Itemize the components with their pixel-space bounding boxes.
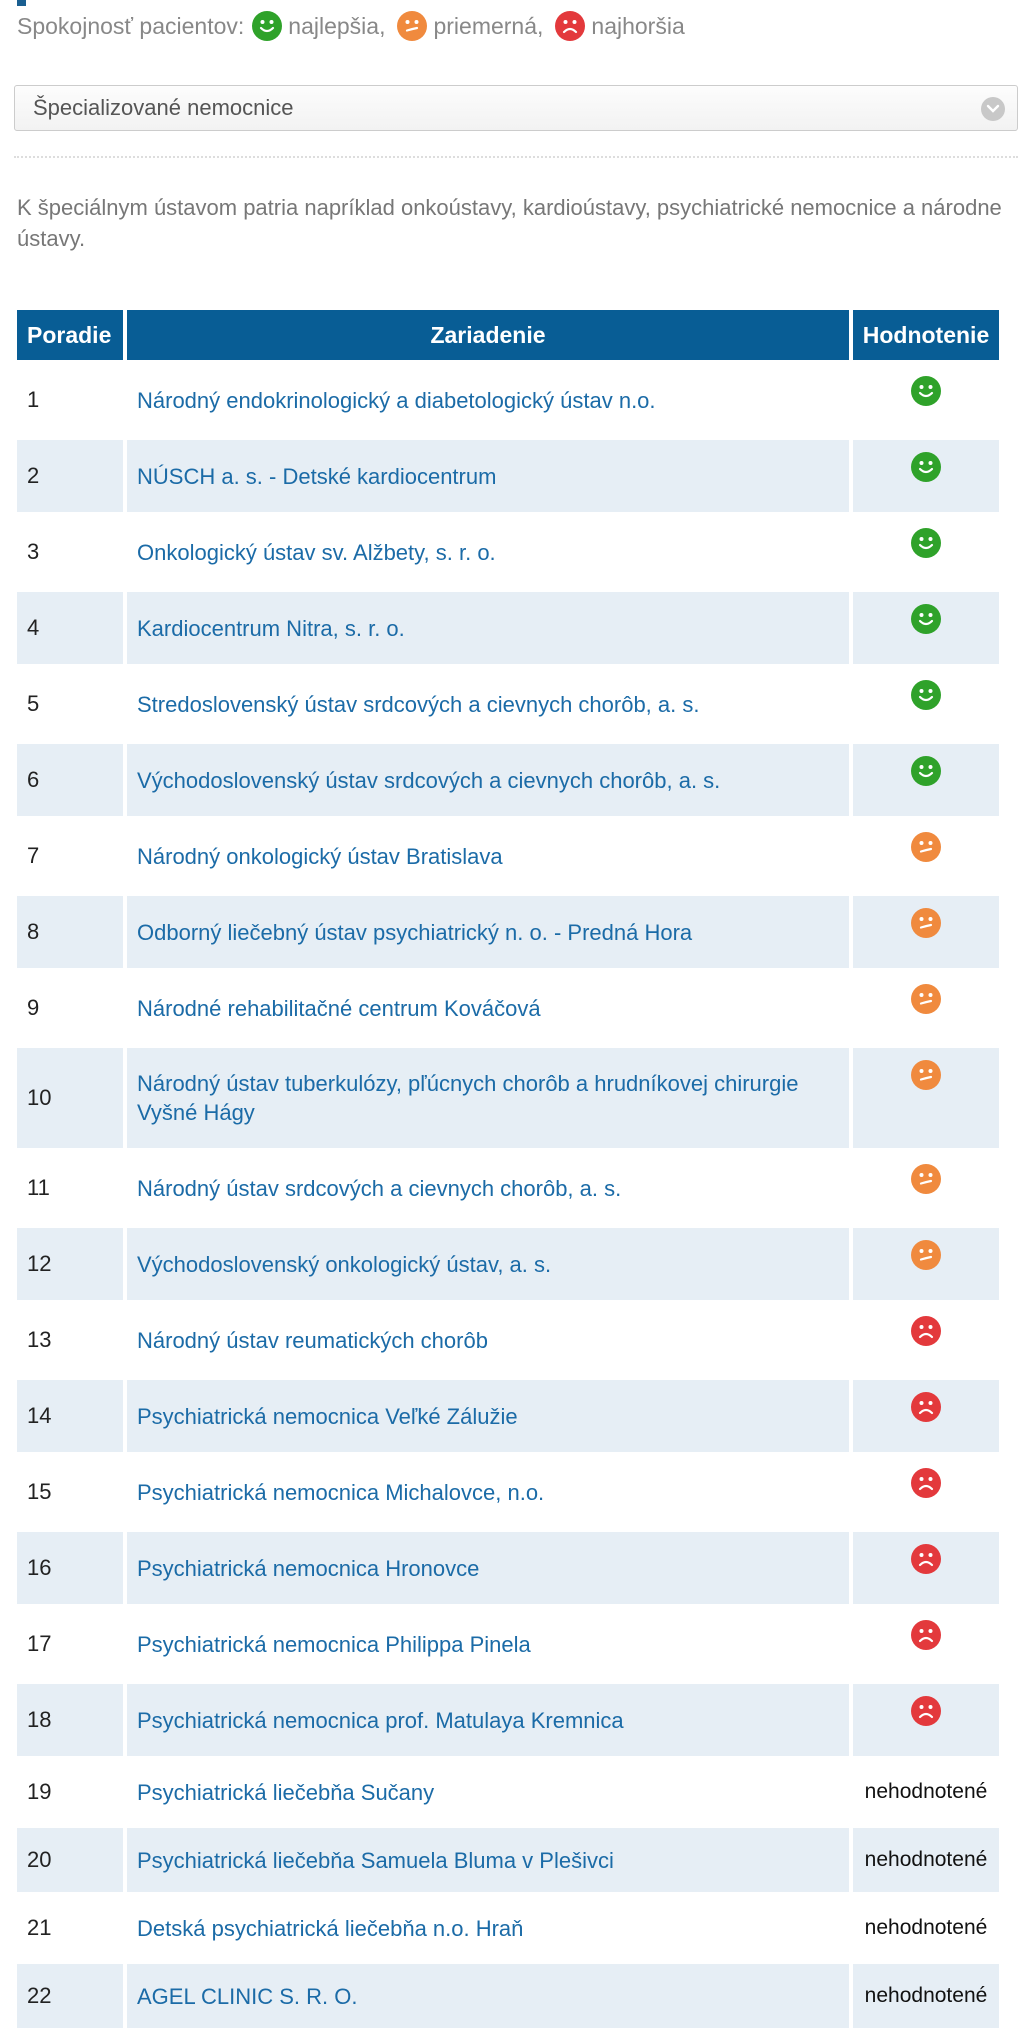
table-row <box>17 1964 999 2032</box>
rating-cell <box>853 592 999 668</box>
table-row <box>17 668 999 744</box>
frown-red-icon <box>555 11 585 41</box>
dotted-divider <box>14 156 1018 158</box>
table-row <box>17 1380 999 1456</box>
rating-cell <box>853 744 999 820</box>
facility-link[interactable]: Psychiatrická liečebňa Sučany <box>137 1779 435 1805</box>
frown-red-icon <box>911 1316 941 1346</box>
table-row <box>17 744 999 820</box>
rating-cell <box>853 820 999 896</box>
facility-link[interactable]: Východoslovenský ústav srdcových a cievnych chorôb, a. s. <box>137 767 721 793</box>
table-row <box>17 364 999 440</box>
rating-cell <box>853 972 999 1048</box>
facility-link[interactable]: Psychiatrická nemocnica prof. Matulaya Kremnica <box>137 1707 624 1733</box>
rating-cell <box>853 1048 999 1152</box>
table-row <box>17 1828 999 1896</box>
row-facility <box>127 592 849 668</box>
facility-link[interactable]: Národný endokrinologický a diabetologický ústav n.o. <box>137 387 656 413</box>
facility-link[interactable]: Psychiatrická nemocnica Veľké Zálužie <box>137 1403 518 1429</box>
facility-link[interactable]: Národný ústav srdcových a cievnych chorôb, a. s. <box>137 1175 622 1201</box>
header-rating[interactable]: Hodnotenie <box>853 310 999 364</box>
frown-red-icon <box>911 1392 941 1422</box>
rating-unrated: nehodnotené <box>853 1828 999 1896</box>
legend-average: priemerná, <box>433 12 544 39</box>
rating-cell <box>853 516 999 592</box>
row-facility <box>127 1964 849 2032</box>
facility-link[interactable]: Odborný liečebný ústav psychiatrický n. o. - Predná Hora <box>137 919 693 945</box>
rating-unrated: nehodnotené <box>853 1896 999 1964</box>
row-position: 9 <box>17 972 123 1048</box>
table-row <box>17 1684 999 1760</box>
row-facility <box>127 1456 849 1532</box>
facility-link[interactable]: Psychiatrická nemocnica Philippa Pinela <box>137 1631 531 1657</box>
satisfaction-legend <box>17 6 697 46</box>
table-row <box>17 820 999 896</box>
table-row <box>17 1760 999 1828</box>
facility-link[interactable]: Kardiocentrum Nitra, s. r. o. <box>137 615 405 641</box>
info-note: K špeciálnym ústavom patria napríklad onkoústavy, kardioústavy, psychiatrické nemocnice a národne ústavy. <box>17 195 1002 251</box>
rating-cell <box>853 440 999 516</box>
ranking-table <box>13 310 1003 2032</box>
row-position: 19 <box>17 1760 123 1828</box>
row-position: 11 <box>17 1152 123 1228</box>
row-facility <box>127 896 849 972</box>
neutral-orange-icon <box>911 1164 941 1194</box>
facility-link[interactable]: Psychiatrická nemocnica Michalovce, n.o. <box>137 1479 545 1505</box>
row-position: 17 <box>17 1608 123 1684</box>
row-facility <box>127 1532 849 1608</box>
row-position: 10 <box>17 1048 123 1152</box>
facility-link[interactable]: AGEL CLINIC S. R. O. <box>137 1983 358 2009</box>
row-position: 16 <box>17 1532 123 1608</box>
row-facility <box>127 744 849 820</box>
facility-link[interactable]: NÚSCH a. s. - Detské kardiocentrum <box>137 463 497 489</box>
smile-green-icon <box>911 756 941 786</box>
rating-cell <box>853 1380 999 1456</box>
row-facility <box>127 1828 849 1896</box>
frown-red-icon <box>911 1696 941 1726</box>
row-facility <box>127 516 849 592</box>
row-facility <box>127 1228 849 1304</box>
smile-green-icon <box>911 376 941 406</box>
rating-unrated: nehodnotené <box>853 1964 999 2032</box>
rating-cell <box>853 1152 999 1228</box>
row-position: 4 <box>17 592 123 668</box>
row-position: 2 <box>17 440 123 516</box>
neutral-orange-icon <box>911 1240 941 1270</box>
rating-cell <box>853 364 999 440</box>
header-facility[interactable]: Zariadenie <box>127 310 849 364</box>
row-position: 14 <box>17 1380 123 1456</box>
header-position[interactable]: Poradie <box>17 310 123 364</box>
smile-green-icon <box>911 604 941 634</box>
rating-cell <box>853 1608 999 1684</box>
facility-link[interactable]: Detská psychiatrická liečebňa n.o. Hraň <box>137 1915 524 1941</box>
table-row <box>17 1048 999 1152</box>
hospital-type-select[interactable] <box>14 85 1018 131</box>
row-position: 20 <box>17 1828 123 1896</box>
table-row <box>17 1608 999 1684</box>
row-facility <box>127 1304 849 1380</box>
legend-label: Spokojnosť pacientov: <box>17 12 245 39</box>
row-position: 1 <box>17 364 123 440</box>
row-position: 5 <box>17 668 123 744</box>
facility-link[interactable]: Onkologický ústav sv. Alžbety, s. r. o. <box>137 539 496 565</box>
table-row <box>17 440 999 516</box>
legend-worst: najhoršia <box>591 12 685 39</box>
rating-cell <box>853 896 999 972</box>
rating-cell <box>853 668 999 744</box>
table-row <box>17 1896 999 1964</box>
rating-cell <box>853 1532 999 1608</box>
facility-link[interactable]: Národný ústav reumatických chorôb <box>137 1327 488 1353</box>
facility-link[interactable]: Východoslovenský onkologický ústav, a. s. <box>137 1251 552 1277</box>
row-facility <box>127 1608 849 1684</box>
row-position: 13 <box>17 1304 123 1380</box>
rating-unrated: nehodnotené <box>853 1760 999 1828</box>
row-position: 8 <box>17 896 123 972</box>
row-facility <box>127 1048 849 1152</box>
neutral-orange-icon <box>397 11 427 41</box>
neutral-orange-icon <box>911 832 941 862</box>
neutral-orange-icon <box>911 1060 941 1090</box>
table-row <box>17 1304 999 1380</box>
row-facility <box>127 1152 849 1228</box>
row-facility <box>127 1684 849 1760</box>
row-facility <box>127 972 849 1048</box>
rating-cell <box>853 1304 999 1380</box>
row-position: 6 <box>17 744 123 820</box>
facility-link[interactable]: Psychiatrická nemocnica Hronovce <box>137 1555 480 1581</box>
table-row <box>17 592 999 668</box>
smile-green-icon <box>911 452 941 482</box>
row-position: 12 <box>17 1228 123 1304</box>
row-facility <box>127 1380 849 1456</box>
neutral-orange-icon <box>911 984 941 1014</box>
row-position: 15 <box>17 1456 123 1532</box>
table-row <box>17 1532 999 1608</box>
facility-link[interactable]: Národné rehabilitačné centrum Kováčová <box>137 995 541 1021</box>
smile-green-icon <box>911 680 941 710</box>
row-position: 7 <box>17 820 123 896</box>
frown-red-icon <box>911 1468 941 1498</box>
frown-red-icon <box>911 1620 941 1650</box>
table-row <box>17 972 999 1048</box>
rating-cell <box>853 1684 999 1760</box>
facility-link[interactable]: Psychiatrická liečebňa Samuela Bluma v Plešivci <box>137 1847 614 1873</box>
row-position: 21 <box>17 1896 123 1964</box>
legend-best: najlepšia, <box>288 12 386 39</box>
row-position: 3 <box>17 516 123 592</box>
table-row <box>17 1228 999 1304</box>
chevron-down-icon[interactable] <box>981 97 1005 121</box>
table-row <box>17 1152 999 1228</box>
facility-link[interactable]: Národný ústav tuberkulózy, pľúcnych chorôb a hrudníkovej chirurgie Vyšné Hágy <box>137 1071 799 1125</box>
smile-green-icon <box>911 528 941 558</box>
neutral-orange-icon <box>911 908 941 938</box>
table-header-row <box>17 310 999 364</box>
row-facility <box>127 820 849 896</box>
hospital-type-selected: Špecializované nemocnice <box>33 95 294 120</box>
row-facility <box>127 1760 849 1828</box>
table-row <box>17 1456 999 1532</box>
row-facility <box>127 440 849 516</box>
row-facility <box>127 668 849 744</box>
smile-green-icon <box>252 11 282 41</box>
facility-link[interactable]: Stredoslovenský ústav srdcových a cievnych chorôb, a. s. <box>137 691 700 717</box>
table-row <box>17 516 999 592</box>
rating-cell <box>853 1456 999 1532</box>
table-row <box>17 896 999 972</box>
row-facility <box>127 1896 849 1964</box>
row-position: 18 <box>17 1684 123 1760</box>
facility-link[interactable]: Národný onkologický ústav Bratislava <box>137 843 503 869</box>
frown-red-icon <box>911 1544 941 1574</box>
row-facility <box>127 364 849 440</box>
rating-cell <box>853 1228 999 1304</box>
row-position: 22 <box>17 1964 123 2032</box>
